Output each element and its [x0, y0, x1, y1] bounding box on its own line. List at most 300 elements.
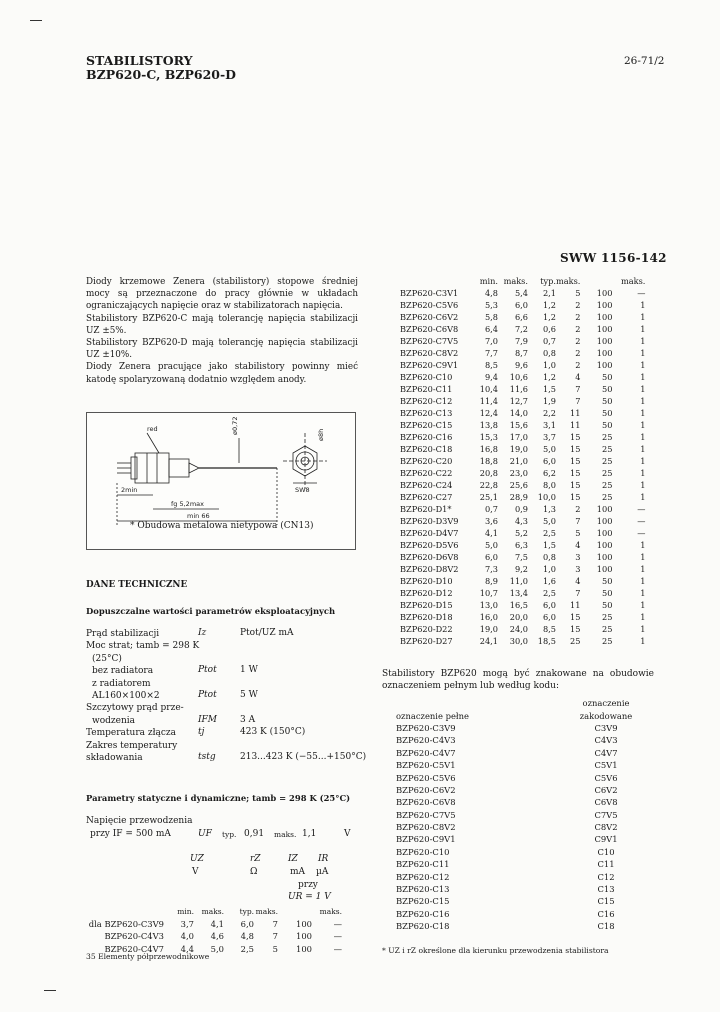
drawing-label-len1: 2min: [121, 486, 138, 494]
table-cell: —: [637, 515, 646, 526]
table-cell: 15: [570, 455, 581, 466]
table-cell: 15: [570, 431, 581, 442]
type-name-cell: BZP620-C20: [400, 455, 453, 466]
table-header: [278, 905, 312, 918]
type-name-cell: BZP620-D6V8: [400, 551, 459, 562]
table-cell: —: [637, 527, 646, 538]
table-cell: 4: [575, 575, 581, 586]
table-cell: 100: [596, 539, 613, 550]
table-row: [396, 821, 656, 833]
table-row: [400, 372, 645, 384]
code-marking-cell: C11: [597, 859, 615, 870]
forward-typ-label: typ.: [222, 830, 237, 839]
full-marking-cell: BZP620-C5V1: [396, 760, 456, 771]
table-cell: 14,0: [509, 407, 528, 418]
table-cell: 2: [575, 503, 581, 514]
code-marking-cell: C9V1: [594, 834, 618, 845]
table-cell: 100: [296, 931, 312, 942]
table-cell: 7: [272, 918, 278, 929]
table-row: [396, 883, 656, 895]
table-header: maks.: [319, 906, 342, 916]
param-label: Szczytowy prąd prze-: [86, 703, 184, 714]
type-name-cell: BZP620-D10: [400, 575, 453, 586]
table-cell: 15,3: [479, 431, 498, 442]
table-cell: —: [333, 918, 342, 929]
table-cell: 2: [575, 359, 581, 370]
page-footer: 35 Elementy półprzewodnikowe: [86, 952, 210, 961]
table-cell: 5,0: [484, 539, 498, 550]
table-body: [400, 288, 645, 648]
type-name-cell: BZP620-D5V6: [400, 539, 459, 550]
table-cell: 25: [602, 479, 613, 490]
registration-mark: [44, 990, 56, 991]
param-value: 5 W: [240, 690, 258, 700]
table-cell: 2,1: [542, 287, 556, 298]
full-marking-cell: BZP620-C8V2: [396, 822, 456, 833]
table-cell: 2: [575, 335, 581, 346]
code-marking-cell: C12: [597, 871, 615, 882]
table-cell: 1,5: [542, 539, 556, 550]
table-body: [86, 918, 342, 956]
table-cell: 3: [575, 551, 581, 562]
table-cell: 100: [596, 287, 613, 298]
table-cell: 3: [575, 563, 581, 574]
table-cell: 16,5: [509, 599, 528, 610]
table-cell: 7,0: [484, 335, 498, 346]
table-cell: 6,4: [484, 323, 498, 334]
table-cell: 8,7: [514, 347, 528, 358]
table-cell: 1,2: [542, 371, 556, 382]
table-cell: 1: [640, 467, 646, 478]
table-cell: 12,7: [509, 395, 528, 406]
full-marking-cell: BZP620-C18: [396, 921, 450, 932]
table-cell: 50: [602, 599, 613, 610]
col-header-iz: IZ: [288, 854, 298, 864]
table-cell: 0,7: [542, 335, 556, 346]
table-header: maks.: [621, 276, 646, 286]
type-name-cell: BZP620-D27: [400, 635, 453, 646]
type-name-cell: BZP620-C22: [400, 467, 453, 478]
table-cell: 5,3: [484, 299, 498, 310]
table-header: [396, 697, 556, 709]
case-tip: [189, 463, 199, 473]
param-label: Moc strat; tamb = 298 K: [86, 641, 200, 652]
table-cell: 1: [640, 395, 646, 406]
table-row: [400, 384, 645, 396]
table-header: [86, 905, 168, 918]
table-row: [86, 930, 342, 943]
table-row: [400, 360, 645, 372]
table-cell: 1,5: [542, 383, 556, 394]
table-row: [400, 504, 645, 516]
table-row: [400, 444, 645, 456]
table-row: [396, 908, 656, 920]
table-row: [400, 564, 645, 576]
table-cell: 4,6: [210, 931, 224, 942]
table-cell: 8,5: [542, 623, 556, 634]
table-cell: 1: [640, 623, 646, 634]
table-cell: 1: [640, 347, 646, 358]
param-value: 213...423 K (−55...+150°C): [240, 752, 367, 762]
table-cell: 25: [602, 431, 613, 442]
table-header: maks.: [556, 276, 581, 286]
code-marking-cell: C6V2: [594, 784, 618, 795]
description-paragraph: Diody krzemowe Zenera (stabilistory) stopowe średniej mocy są przeznaczone do pracy głównie w układach ograniczających napięcie oraz w stabilizatorach napięcia.: [86, 277, 358, 312]
table-cell: 15,6: [509, 419, 528, 430]
table-cell: 20,8: [479, 467, 498, 478]
table-cell: 21,0: [509, 455, 528, 466]
table-row: [396, 846, 656, 858]
forward-unit: V: [344, 829, 351, 839]
table-cell: 50: [602, 419, 613, 430]
table-row: [400, 420, 645, 432]
table-cell: 0,9: [514, 503, 528, 514]
col-condition-value: UR = 1 V: [288, 892, 331, 902]
table-cell: 6,0: [542, 599, 556, 610]
table-cell: 50: [602, 371, 613, 382]
table-cell: 6,3: [514, 539, 528, 550]
param-symbol: tstg: [198, 752, 216, 762]
table-row: [396, 747, 656, 759]
table-cell: 8,9: [484, 575, 498, 586]
table-cell: 13,8: [479, 419, 498, 430]
param-label: bez radiatora: [92, 666, 154, 677]
table-cell: 4,8: [240, 931, 254, 942]
table-cell: 25,6: [509, 479, 528, 490]
table-cell: 1: [640, 551, 646, 562]
table-cell: 7: [575, 515, 581, 526]
table-row: [400, 636, 645, 648]
full-marking-cell: BZP620-C16: [396, 908, 450, 919]
table-cell: 2: [575, 299, 581, 310]
table-cell: 100: [296, 943, 312, 954]
drawing-label-hex: SW8: [295, 486, 310, 494]
full-marking-cell: BZP620-C10: [396, 846, 450, 857]
table-row: [396, 895, 656, 907]
marking-table: [396, 697, 656, 932]
table-row: [400, 348, 645, 360]
table-row: [396, 796, 656, 808]
type-name-cell: BZP620-C27: [400, 491, 453, 502]
table-cell: 6,0: [484, 551, 498, 562]
table-cell: 3,7: [542, 431, 556, 442]
table-row: [400, 468, 645, 480]
stud-body: [135, 453, 169, 483]
table-cell: 100: [596, 359, 613, 370]
table-cell: 7: [575, 395, 581, 406]
table-cell: 4,0: [180, 931, 194, 942]
description: [86, 276, 358, 386]
table-cell: 15: [570, 491, 581, 502]
col-header-rz: rZ: [250, 854, 261, 864]
table-cell: 2,5: [542, 587, 556, 598]
table-row: [400, 312, 645, 324]
table-cell: 5,0: [542, 443, 556, 454]
table-cell: —: [637, 503, 646, 514]
table-cell: 15: [570, 611, 581, 622]
type-name-cell: BZP620-D15: [400, 599, 453, 610]
section-title: DANE TECHNICZNE: [86, 580, 188, 590]
table-cell: 7,7: [484, 347, 498, 358]
table-header-row: [400, 276, 645, 288]
table-cell: 7,3: [484, 563, 498, 574]
table-cell: 7: [575, 383, 581, 394]
table-row: [396, 833, 656, 845]
forward-voltage-label: Napięcie przewodzenia: [86, 816, 193, 826]
full-marking-cell: BZP620-C4V7: [396, 747, 456, 758]
doc-number: 26-71/2: [624, 55, 665, 67]
table-cell: 100: [596, 515, 613, 526]
table-cell: 6,0: [514, 299, 528, 310]
table-row: [396, 734, 656, 746]
type-name-cell: BZP620-C6V2: [400, 311, 459, 322]
zener-parameter-table: [400, 276, 645, 648]
table-body: [396, 722, 656, 933]
table-cell: 25: [602, 491, 613, 502]
table-cell: —: [637, 287, 646, 298]
table-cell: 15: [570, 443, 581, 454]
table-header: [580, 276, 612, 288]
table-cell: 4,4: [180, 943, 194, 954]
table-cell: 10,7: [479, 587, 498, 598]
drawing-label-diameter: ø8h: [317, 428, 325, 441]
table-row: [400, 528, 645, 540]
table-row: [400, 432, 645, 444]
forward-typ-value: 0,91: [244, 829, 265, 839]
table-cell: 4,1: [210, 918, 224, 929]
type-name-cell: BZP620-D22: [400, 623, 453, 634]
forward-voltage-symbol: UF: [198, 829, 212, 839]
table-header: min.: [479, 276, 498, 286]
description-paragraph: Stabilistory BZP620-D mają tolerancję napięcia stabilizacji UZ ±10%.: [86, 338, 358, 361]
table-cell: 7,5: [514, 551, 528, 562]
type-name-cell: BZP620-D12: [400, 587, 453, 598]
code-marking-cell: C3V9: [594, 722, 618, 733]
type-name-cell: BZP620-C5V6: [400, 299, 459, 310]
table-cell: 6,6: [514, 311, 528, 322]
table-cell: 50: [602, 407, 613, 418]
table-cell: 15: [570, 623, 581, 634]
code-marking-cell: C8V2: [594, 822, 618, 833]
param-label: Temperatura złącza: [86, 728, 177, 739]
table-header: zakodowane: [579, 710, 633, 721]
param-label: z radiatorem: [92, 678, 151, 689]
table-row: [396, 870, 656, 882]
type-name-cell: BZP620-C4V7: [104, 943, 164, 954]
table-cell: 1: [640, 311, 646, 322]
table-cell: 8,0: [542, 479, 556, 490]
table-cell: 18,8: [479, 455, 498, 466]
table-cell: 50: [602, 587, 613, 598]
table-row: [396, 858, 656, 870]
description-paragraph: Diody Zenera pracujące jako stabilistory powinny mieć katodę spolaryzowaną dodatnio względem anody.: [86, 362, 358, 385]
table-cell: 10,6: [509, 371, 528, 382]
table-cell: 1: [640, 383, 646, 394]
drawing-label-len3: min 66: [187, 512, 210, 520]
type-name-cell: BZP620-D4V7: [400, 527, 459, 538]
table-cell: 19,0: [479, 623, 498, 634]
table-cell: 4: [575, 371, 581, 382]
table-cell: 1,3: [542, 503, 556, 514]
table-row: [400, 456, 645, 468]
table-cell: 2,2: [542, 407, 556, 418]
table-cell: 4,3: [514, 515, 528, 526]
table-cell: 1: [640, 371, 646, 382]
title-line1: STABILISTORY: [86, 53, 193, 68]
type-name-cell: BZP620-C8V2: [400, 347, 459, 358]
table-cell: 100: [596, 347, 613, 358]
table-cell: 100: [596, 551, 613, 562]
table-row: [396, 784, 656, 796]
type-name-cell: BZP620-C10: [400, 371, 453, 382]
table-cell: 25: [602, 467, 613, 478]
table-cell: 1,0: [542, 563, 556, 574]
table-cell: 0,8: [542, 347, 556, 358]
table-cell: 100: [296, 918, 312, 929]
type-name-cell: BZP620-C4V3: [104, 931, 164, 942]
registration-mark: [30, 20, 42, 21]
table-row: [400, 492, 645, 504]
table-header-row: [86, 905, 342, 918]
code-marking-cell: C4V7: [594, 747, 618, 758]
table-header: min.: [177, 906, 194, 916]
col-header-ir: IR: [318, 854, 329, 864]
table-cell: 15: [570, 479, 581, 490]
table-cell: 1: [640, 599, 646, 610]
table-cell: 2: [575, 323, 581, 334]
table-cell: 50: [602, 575, 613, 586]
table-cell: 6,0: [240, 918, 254, 929]
table-cell: 25,1: [479, 491, 498, 502]
table-cell: 9,4: [484, 371, 498, 382]
param-value: 423 K (150°C): [240, 727, 306, 738]
table-cell: 24,1: [479, 635, 498, 646]
table-cell: 1: [640, 611, 646, 622]
table-row: [400, 396, 645, 408]
table-cell: 16,0: [479, 611, 498, 622]
table-cell: 11: [570, 599, 581, 610]
table-cell: 11,0: [509, 575, 528, 586]
type-name-cell: BZP620-C12: [400, 395, 453, 406]
table-row: [86, 918, 342, 931]
table-cell: 0,7: [484, 503, 498, 514]
table-cell: 1: [640, 491, 646, 502]
description-paragraph: Stabilistory BZP620-C mają tolerancję napięcia stabilizacji UZ ±5%.: [86, 313, 358, 336]
table-cell: 2: [575, 347, 581, 358]
table-row: [400, 552, 645, 564]
table-cell: 20,0: [509, 611, 528, 622]
full-marking-cell: BZP620-C6V2: [396, 784, 456, 795]
table-cell: 1: [640, 587, 646, 598]
table-row: [400, 624, 645, 636]
type-name-cell: BZP620-C6V8: [400, 323, 459, 334]
table-cell: 1: [640, 359, 646, 370]
table-cell: 1: [640, 539, 646, 550]
table-row: [396, 759, 656, 771]
table-cell: 1: [640, 335, 646, 346]
param-label: składowania: [86, 753, 143, 763]
drawing-caption: * Obudowa metalowa nietypowa (CN13): [130, 521, 314, 531]
full-marking-cell: BZP620-C13: [396, 884, 450, 895]
full-marking-cell: BZP620-C15: [396, 896, 450, 907]
code-marking-cell: C18: [597, 921, 615, 932]
table-header: [400, 276, 472, 288]
table-row: [400, 336, 645, 348]
table-cell: 1: [640, 431, 646, 442]
forward-max-value: 1,1: [302, 829, 317, 839]
table-header: maks.: [503, 276, 528, 286]
table-cell: 11: [570, 407, 581, 418]
table-cell: 5: [575, 527, 581, 538]
type-name-cell: BZP620-C18: [400, 443, 453, 454]
code-marking-cell: C6V8: [594, 797, 618, 808]
table-cell: 5,4: [514, 287, 528, 298]
param-label: (25°C): [92, 653, 122, 664]
code-marking-cell: C13: [597, 884, 615, 895]
table-header: maks.: [201, 906, 224, 916]
code-marking-cell: C4V3: [594, 735, 618, 746]
table-cell: 4: [575, 539, 581, 550]
table-cell: 5: [575, 287, 581, 298]
table-cell: 7: [272, 931, 278, 942]
param-value: 1 W: [240, 665, 258, 676]
table-cell: 1,6: [542, 575, 556, 586]
static-title: Parametry statyczne i dynamiczne; tamb = 298 K (25°C): [86, 793, 351, 803]
table-cell: 24,0: [509, 623, 528, 634]
table-row: [400, 612, 645, 624]
col-unit-uz: V: [192, 867, 199, 877]
table-row: [400, 600, 645, 612]
table-cell: 5: [272, 943, 278, 954]
full-marking-cell: BZP620-C7V5: [396, 809, 456, 820]
code-marking-cell: C10: [597, 846, 615, 857]
table-cell: 28,9: [509, 491, 528, 502]
table-cell: 1,0: [542, 359, 556, 370]
type-name-cell: BZP620-C24: [400, 479, 453, 490]
type-name-cell: BZP620-C16: [400, 431, 453, 442]
param-label: Zakres temperatury: [86, 740, 178, 751]
static-parameter-table: [86, 905, 342, 955]
page-title: [86, 54, 236, 82]
col-condition: przy: [298, 880, 318, 890]
table-cell: 50: [602, 395, 613, 406]
table-cell: 1: [640, 299, 646, 310]
table-cell: 1: [640, 575, 646, 586]
table-cell: 11,6: [509, 383, 528, 394]
col-unit-iz: mA: [290, 867, 306, 877]
table-cell: 1: [640, 407, 646, 418]
full-marking-cell: BZP620-C9V1: [396, 834, 456, 845]
table-row: [400, 576, 645, 588]
type-name-cell: BZP620-C15: [400, 419, 453, 430]
case-body: [169, 459, 189, 477]
drawing-label-wire: ø0,72: [231, 416, 239, 435]
table-cell: 100: [596, 563, 613, 574]
table-cell: 16,8: [479, 443, 498, 454]
table-cell: 50: [602, 383, 613, 394]
param-symbol: Ptot: [198, 665, 217, 676]
title-line2: BZP620-C, BZP620-D: [86, 67, 237, 82]
type-name-cell: BZP620-C7V5: [400, 335, 459, 346]
table-cell: 25: [602, 611, 613, 622]
table-header: oznaczenie: [582, 698, 630, 709]
table-cell: 1: [640, 323, 646, 334]
table-cell: 1,9: [542, 395, 556, 406]
table-cell: 25: [602, 623, 613, 634]
table-cell: 1,2: [542, 311, 556, 322]
table-row: [400, 540, 645, 552]
table-cell: 100: [596, 527, 613, 538]
